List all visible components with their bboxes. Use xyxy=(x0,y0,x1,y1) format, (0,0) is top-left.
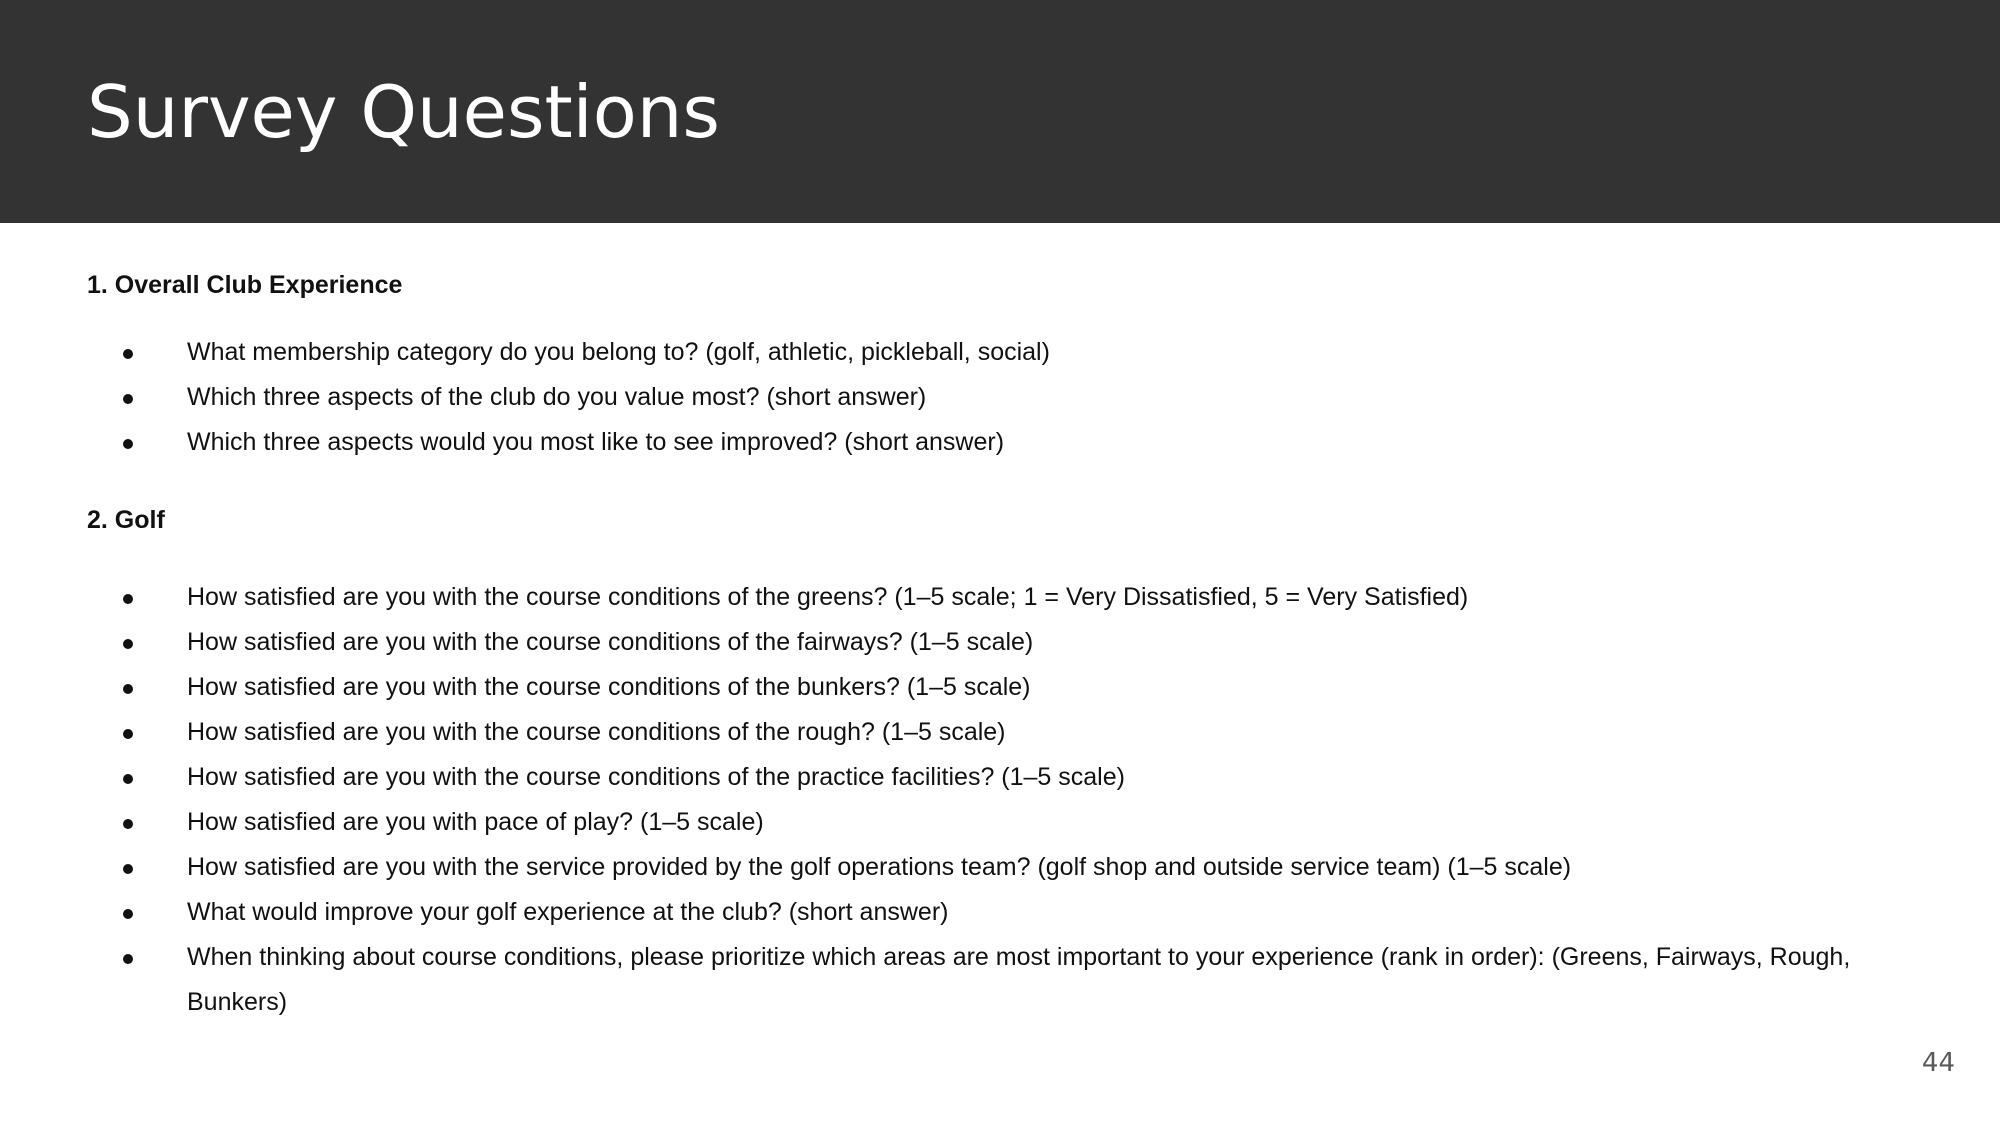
slide-content xyxy=(87,262,1917,1025)
question-text: What would improve your golf experience at the club? (short answer) xyxy=(187,898,949,926)
question-item xyxy=(87,710,1917,755)
page-number: 44 xyxy=(1921,1048,1955,1078)
question-list xyxy=(87,575,1917,1025)
bullet-icon xyxy=(123,439,133,449)
question-item xyxy=(87,420,1917,465)
bullet-icon xyxy=(123,909,133,919)
question-item xyxy=(87,800,1917,845)
section-heading: 1. Overall Club Experience xyxy=(87,271,403,299)
bullet-icon xyxy=(123,729,133,739)
section-heading: 2. Golf xyxy=(87,506,165,534)
question-text: How satisfied are you with the service provided by the golf operations team? (golf shop and outside service team) (1–5 scale) xyxy=(187,853,1572,881)
question-text: Which three aspects of the club do you value most? (short answer) xyxy=(187,383,927,411)
question-list xyxy=(87,330,1917,465)
question-item xyxy=(87,755,1917,800)
question-item xyxy=(87,575,1917,620)
question-item xyxy=(87,935,1917,1025)
question-text: What membership category do you belong to? (golf, athletic, pickleball, social) xyxy=(187,338,1050,366)
question-text: Which three aspects would you most like to see improved? (short answer) xyxy=(187,428,1005,456)
bullet-icon xyxy=(123,684,133,694)
bullet-icon xyxy=(123,819,133,829)
bullet-icon xyxy=(123,954,133,964)
question-item xyxy=(87,375,1917,420)
question-text: How satisfied are you with pace of play? (1–5 scale) xyxy=(187,808,764,836)
section-overall-club-experience xyxy=(87,262,1917,465)
bullet-icon xyxy=(123,774,133,784)
question-text: How satisfied are you with the course conditions of the greens? (1–5 scale; 1 = Very Dissatisfied, 5 = Very Satisfied) xyxy=(187,583,1469,611)
question-item xyxy=(87,665,1917,710)
question-item xyxy=(87,845,1917,890)
question-item xyxy=(87,890,1917,935)
question-item xyxy=(87,330,1917,375)
question-item xyxy=(87,620,1917,665)
question-text: How satisfied are you with the course conditions of the practice facilities? (1–5 scale) xyxy=(187,763,1125,791)
slide-title: Survey Questions xyxy=(87,70,720,154)
question-text: When thinking about course conditions, please prioritize which areas are most important to your experience (rank in order): (Greens, Fairways, Rough, Bunkers) xyxy=(187,943,1851,1016)
bullet-icon xyxy=(123,864,133,874)
question-text: How satisfied are you with the course conditions of the fairways? (1–5 scale) xyxy=(187,628,1034,656)
bullet-icon xyxy=(123,639,133,649)
title-band xyxy=(0,0,2000,223)
bullet-icon xyxy=(123,394,133,404)
question-text: How satisfied are you with the course conditions of the rough? (1–5 scale) xyxy=(187,718,1006,746)
section-golf xyxy=(87,497,1917,1025)
bullet-icon xyxy=(123,349,133,359)
question-text: How satisfied are you with the course conditions of the bunkers? (1–5 scale) xyxy=(187,673,1031,701)
bullet-icon xyxy=(123,594,133,604)
